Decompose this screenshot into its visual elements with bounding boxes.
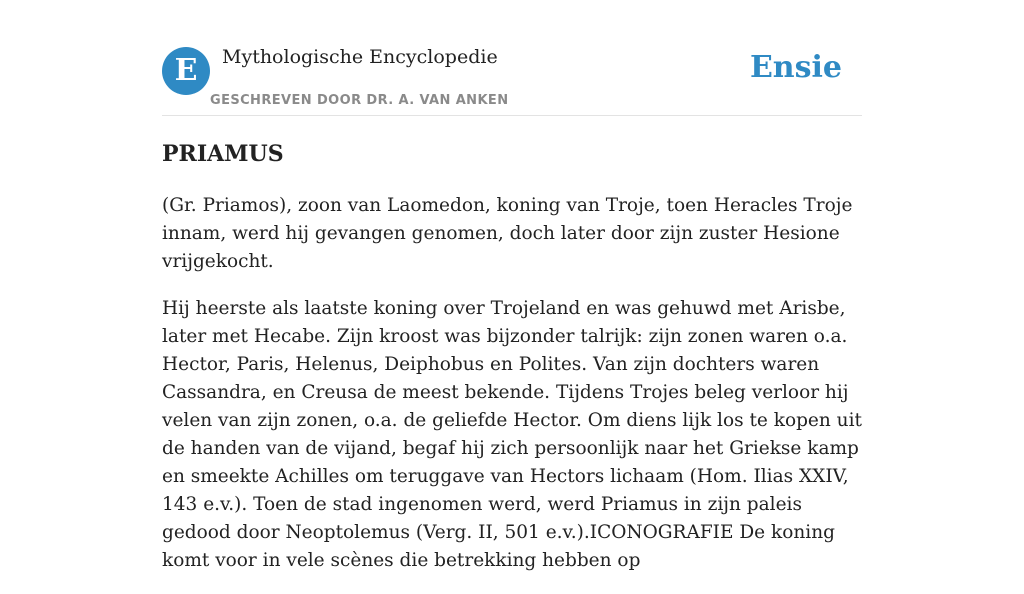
article-body — [162, 192, 867, 594]
book-title[interactable]: Mythologische Encyclopedie — [222, 46, 498, 68]
article-title: PRIAMUS — [162, 141, 284, 167]
ensie-brand-logo[interactable]: Ensie — [749, 50, 842, 85]
author-byline: GESCHREVEN DOOR DR. A. VAN ANKEN — [210, 93, 509, 108]
article-paragraph: Hij heerste als laatste koning over Trojeland en was gehuwd met Arisbe, later met Hecabe. Zijn kroost was bijzonder talrijk: zijn zonen waren o.a. Hector, Paris, Helenus, Deiphobus en Polites. Van zijn dochters waren Cassandra, en Creusa de meest bekende. Tijdens Trojes beleg verloor hij velen van zijn zonen, o.a. de geliefde Hector. Om diens lijk los te kopen uit de handen van de vijand, begaf hij zich persoonlijk naar het Griekse kamp en smeekte Achilles om teruggave van Hectors lichaam (Hom. Ilias XXIV, 143 e.v.). Toen de stad ingenomen werd, werd Priamus in zijn paleis gedood door Neoptolemus (Verg. II, 501 e.v.).ICONOGRAFIE De koning komt voor in vele scènes die betrekking hebben op — [162, 298, 862, 571]
header-divider — [162, 115, 862, 116]
article-paragraph: (Gr. Priamos), zoon van Laomedon, koning van Troje, toen Heracles Troje innam, werd hij gevangen genomen, doch later door zijn zuster Hesione vrijgekocht. — [162, 195, 853, 272]
encyclopedia-logo[interactable]: E — [162, 47, 210, 95]
